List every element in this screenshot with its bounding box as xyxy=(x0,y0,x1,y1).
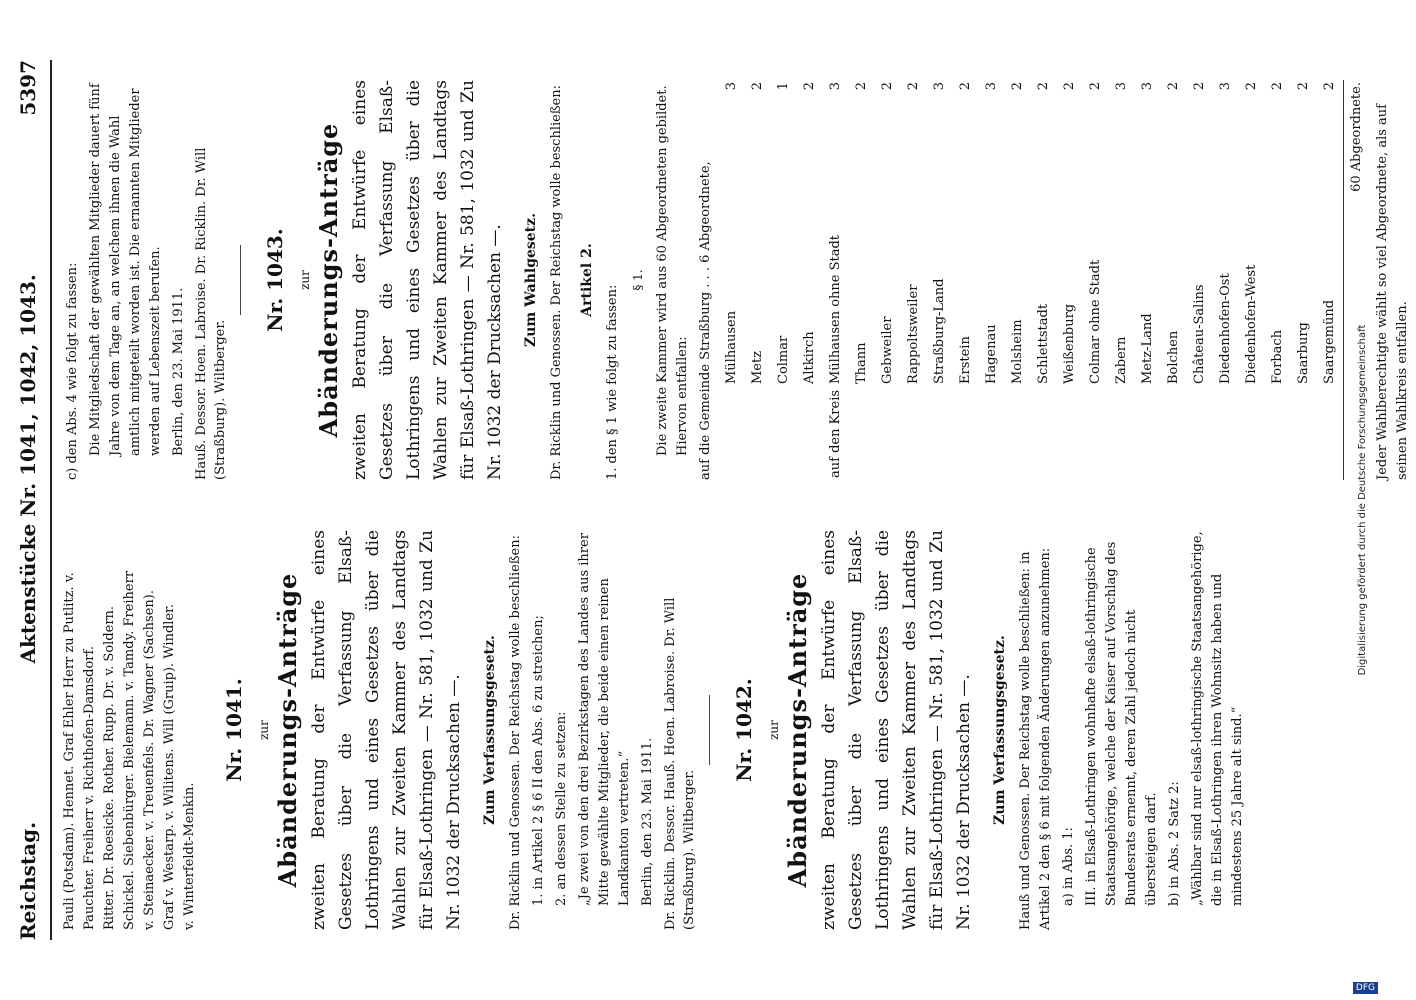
separator xyxy=(240,245,241,315)
doc-1043-paragraph: Die zweite Kammer wird aus 60 Abgeordneten gebildet. Hiervon entfallen: xyxy=(655,85,690,456)
dfg-logo: DFG xyxy=(1353,982,1378,994)
seat-row xyxy=(1135,80,1161,480)
seat-row-count: 2 xyxy=(1062,82,1077,91)
seat-row xyxy=(927,80,953,480)
seat-row-place: Thann xyxy=(854,342,869,384)
doc-1043-paragraph: 1. den § 1 wie folgt zu fassen: xyxy=(605,284,620,480)
seat-row-count: 2 xyxy=(880,82,895,91)
seat-row-count: 3 xyxy=(828,82,843,91)
seat-row-count: 3 xyxy=(1218,82,1233,91)
seat-row-label xyxy=(797,386,823,480)
seat-row-label xyxy=(849,386,875,480)
separator xyxy=(709,695,710,765)
doc-1041-number: Nr. 1041. xyxy=(222,678,246,782)
seat-row-count: 1 xyxy=(776,82,791,91)
doc-1043-subheading: Zum Wahlgesetz. xyxy=(523,213,539,347)
seat-row-place: Château-Salins xyxy=(1192,284,1207,384)
doc-1043-paragraph: Dr. Ricklin und Genossen. Der Reichstag wolle beschließen: xyxy=(549,85,564,480)
doc-1042-quote: „Wählbar sind nur elsaß-lothringische Staatsangehörige, die in Elsaß-Lothringen ihren Wohnsitz haben und mindestens 25 Jahre alt sind.“ xyxy=(1190,531,1245,906)
seat-row xyxy=(797,80,823,480)
doc-1043-number: Nr. 1043. xyxy=(263,228,287,332)
seat-allocation-table xyxy=(719,80,1343,480)
doc-1042-paragraph: III. in Elsaß-Lothringen wohnhafte elsaß-lothringische Staatsangehörige, welche der Kaiser auf Vorschlag des Bundesrats ernennt, deren Zahl jedoch nicht übersteigen darf. xyxy=(1084,541,1159,906)
doc-1042-number: Nr. 1042. xyxy=(732,678,756,782)
seat-row-label xyxy=(1187,386,1213,480)
seat-row-count: 2 xyxy=(1270,82,1285,91)
seat-row-label xyxy=(1213,386,1239,480)
seat-row-count: 3 xyxy=(984,82,999,91)
seat-row xyxy=(1187,80,1213,480)
seat-row-label xyxy=(719,386,745,480)
item-c: c) den Abs. 4 wie folgt zu fassen: xyxy=(65,262,80,480)
seat-row-label xyxy=(979,386,1005,480)
seat-row-place: Zabern xyxy=(1114,336,1129,384)
seat-row xyxy=(1265,80,1291,480)
doc-1043-section-sign: § 1. xyxy=(631,269,645,291)
header-left: Reichstag. xyxy=(16,821,40,940)
seat-row-label xyxy=(745,386,771,480)
seat-row-label xyxy=(875,386,901,480)
item-c-text: Die Mitgliedschaft der gewählten Mitglieder dauert fünf Jahre von dem Tage an, an welchem ihnen die Wahl amtlich mitgeteilt worden ist. Die ernannten Mitglieder werden auf Lebenszeit berufen. xyxy=(88,83,163,456)
seat-row xyxy=(745,80,771,480)
doc-1043-paragraph: auf die Gemeinde Straßburg . . . 6 Abgeordnete, xyxy=(698,161,713,480)
doc-1043-zur: zur xyxy=(298,270,312,290)
seat-row-count: 3 xyxy=(932,82,947,91)
seat-row xyxy=(1057,80,1083,480)
seat-row-count: 2 xyxy=(1296,82,1311,91)
page-number: 5397 xyxy=(16,60,40,116)
seat-row-label xyxy=(1005,386,1031,480)
seat-row-place: Gebweiler xyxy=(880,316,895,384)
seat-row xyxy=(771,80,797,480)
seat-row-label xyxy=(771,386,797,480)
seat-row xyxy=(849,80,875,480)
doc-1042-intro: zweiten Beratung der Entwürfe eines Gesetzes über die Verfassung Elsaß-Lothringens und eines Gesetzes über die Wahlen zur Zweiten Kammer des Landtags für Elsaß-Lothringen — Nr. 581, 1032 und Zu Nr. 1032 der Drucksachen —. xyxy=(819,530,974,930)
doc-1041-date: Berlin, den 23. Mai 1911. xyxy=(640,737,655,906)
seat-row-label xyxy=(953,386,979,480)
doc-1043-intro: zweiten Beratung der Entwürfe eines Gesetzes über die Verfassung Elsaß-Lothringens und eines Gesetzes über die Wahlen zur Zweiten Kammer des Landtags für Elsaß-Lothringen — Nr. 581, 1032 und Zu Nr. 1032 der Drucksachen —. xyxy=(350,80,505,480)
seat-row xyxy=(1213,80,1239,480)
seat-row-label xyxy=(1083,386,1109,480)
seat-row-count: 2 xyxy=(1244,82,1259,91)
header-rule xyxy=(50,60,52,940)
page-header xyxy=(8,60,48,940)
seat-row-label xyxy=(1161,386,1187,480)
header-title: Aktenstücke Nr. 1041, 1042, 1043. xyxy=(16,274,40,664)
seat-row-place: Saargemünd xyxy=(1322,299,1337,384)
seat-row-place: Mülhausen xyxy=(724,310,739,384)
doc-1043-heading: Abänderungs-Anträge xyxy=(314,122,343,438)
seat-row-place: Bolchen xyxy=(1166,330,1181,384)
seat-row-count: 2 xyxy=(1192,82,1207,91)
seat-row-place: Saarburg xyxy=(1296,322,1311,384)
doc-1041-paragraph: Dr. Ricklin und Genossen. Der Reichstag wolle beschließen: xyxy=(508,535,523,930)
signatures: Hauß. Dessor. Hoen. Labroise. Dr. Ricklin. Dr. Will (Straßburg). Wiltberger. xyxy=(194,147,228,480)
seat-row-place: Colmar ohne Stadt xyxy=(1088,259,1103,384)
seat-row-place: Diedenhofen-Ost xyxy=(1218,273,1233,384)
doc-1042-paragraph: Hauß und Genossen. Der Reichstag wolle beschließen: in Artikel 2 den § 6 mit folgenden Änderungen anzunehmen: xyxy=(1018,547,1053,930)
seat-row-count: 2 xyxy=(1322,82,1337,91)
seat-row-place: Schlettstadt xyxy=(1036,303,1051,384)
seat-row xyxy=(979,80,1005,480)
seat-row xyxy=(719,80,745,480)
seat-row xyxy=(1083,80,1109,480)
seat-row-count: 2 xyxy=(1036,82,1051,91)
seat-row-label xyxy=(927,386,953,480)
seat-row-place: Molsheim xyxy=(1010,319,1025,384)
seat-row-place: Colmar xyxy=(776,335,791,384)
doc-1041-intro: zweiten Beratung der Entwürfe eines Gesetzes über die Verfassung Elsaß-Lothringens und eines Gesetzes über die Wahlen zur Zweiten Kammer des Landtags für Elsaß-Lothringen — Nr. 581, 1032 und Zu Nr. 1032 der Drucksachen —. xyxy=(309,530,464,930)
seat-row-place: Weißenburg xyxy=(1062,303,1077,384)
seat-row-count: 2 xyxy=(802,82,817,91)
doc-1041-paragraph: 2. an dessen Stelle zu setzen: xyxy=(554,711,569,906)
seat-row-count: 2 xyxy=(750,82,765,91)
doc-1041-quote: „Je zwei von den drei Bezirkstagen des Landes aus ihrer Mitte gewählte Mitglieder, die beide einen reinen Landkanton vertreten.“ xyxy=(577,533,632,906)
seat-row-label xyxy=(1135,386,1161,480)
seat-row-label xyxy=(1109,386,1135,480)
seat-row-label xyxy=(1265,386,1291,480)
seat-total: 60 Abgeordnete. xyxy=(1344,80,1371,214)
seat-row xyxy=(1161,80,1187,480)
seat-row-place: Erstein xyxy=(958,336,973,384)
digitization-note: Digitalisierung gefördert durch die Deutsche Forschungsgemeinschaft xyxy=(1357,324,1368,676)
doc-1041-signatures: Dr. Ricklin. Dessor. Hauß. Hoen. Labroise. Dr. Will (Straßburg). Wiltberger. xyxy=(663,597,697,930)
left-column xyxy=(60,530,1251,930)
seat-row-place: Metz xyxy=(750,350,765,384)
seat-row xyxy=(901,80,927,480)
seat-row xyxy=(1109,80,1135,480)
doc-1042-zur: zur xyxy=(767,720,781,740)
seat-row-label xyxy=(1031,386,1057,480)
seat-row-place: Rappoltsweiler xyxy=(906,284,921,384)
doc-1042-paragraph: a) in Abs. 1: xyxy=(1061,827,1076,906)
seat-row-place: Forbach xyxy=(1270,329,1285,384)
seat-row xyxy=(1291,80,1317,480)
seat-row-label xyxy=(1317,386,1343,480)
seat-row xyxy=(1239,80,1265,480)
doc-1042-paragraph: b) in Abs. 2 Satz 2: xyxy=(1167,781,1182,906)
closing-paragraph: Jeder Wahlberechtigte wählt so viel Abgeordnete, als auf seinen Wahlkreis entfallen. xyxy=(1375,104,1410,480)
seat-row-place: Hagenau xyxy=(984,324,999,384)
seat-row-count: 2 xyxy=(906,82,921,91)
seat-row-label xyxy=(1057,386,1083,480)
seat-row xyxy=(1005,80,1031,480)
doc-1042-heading: Abänderungs-Anträge xyxy=(783,572,812,888)
seat-row xyxy=(875,80,901,480)
seat-row-count: 3 xyxy=(1140,82,1155,91)
doc-1041-heading: Abänderungs-Anträge xyxy=(273,572,302,888)
date-line: Berlin, den 23. Mai 1911. xyxy=(171,287,186,456)
seat-row-count: 2 xyxy=(854,82,869,91)
seat-row-label: auf den Kreis xyxy=(828,389,843,478)
seat-row-place: Diedenhofen-West xyxy=(1244,264,1259,384)
seat-row-place: Metz-Land xyxy=(1140,313,1155,384)
seat-row-label xyxy=(901,386,927,480)
digitization-sidebar xyxy=(1348,0,1378,1000)
seat-row-place: Altkirch xyxy=(802,331,817,384)
seat-row-count: 3 xyxy=(724,82,739,91)
doc-1041-paragraph: 1. in Artikel 2 § 6 II den Abs. 6 zu streichen; xyxy=(531,615,546,906)
seat-row-count: 2 xyxy=(1166,82,1181,91)
seat-row-count: 2 xyxy=(1088,82,1103,91)
seat-row xyxy=(953,80,979,480)
signatory-names: Pauli (Potsdam). Hennet. Graf Ehler Herr zu Putlitz. v. Pauchter. Freiherr v. Richthofen-Damsdorf. Ritter. Dr. Roesicke. Rother. Rupp. Dr. v. Soldern. Schickel. Siebenbürger. Bielemann. v. Tamdy. Freiherr v. Steinaecker. v. Treuenfels. Dr. Wagner (Sachsen). Graf v. Westarp. v. Wilitens. Will (Gruip). Windler. v. Winterfeldt-Menkin. xyxy=(62,570,197,930)
doc-1042-subheading: Zum Verfassungsgesetz. xyxy=(992,635,1008,825)
right-column xyxy=(60,80,1416,480)
seat-row-place: Straßburg-Land xyxy=(932,278,947,384)
seat-row-label xyxy=(1291,386,1317,480)
seat-row xyxy=(1031,80,1057,480)
seat-row-label xyxy=(1239,386,1265,480)
doc-1041-subheading: Zum Verfassungsgesetz. xyxy=(482,635,498,825)
seat-row-count: 2 xyxy=(958,82,973,91)
seat-row xyxy=(1317,80,1343,480)
doc-1043-artikel: Artikel 2. xyxy=(579,243,595,317)
seat-row xyxy=(823,80,849,480)
doc-1041-zur: zur xyxy=(257,720,271,740)
seat-row-count: 2 xyxy=(1010,82,1025,91)
seat-row-count: 3 xyxy=(1114,82,1129,91)
seat-row-place: Mülhausen ohne Stadt xyxy=(828,234,843,384)
